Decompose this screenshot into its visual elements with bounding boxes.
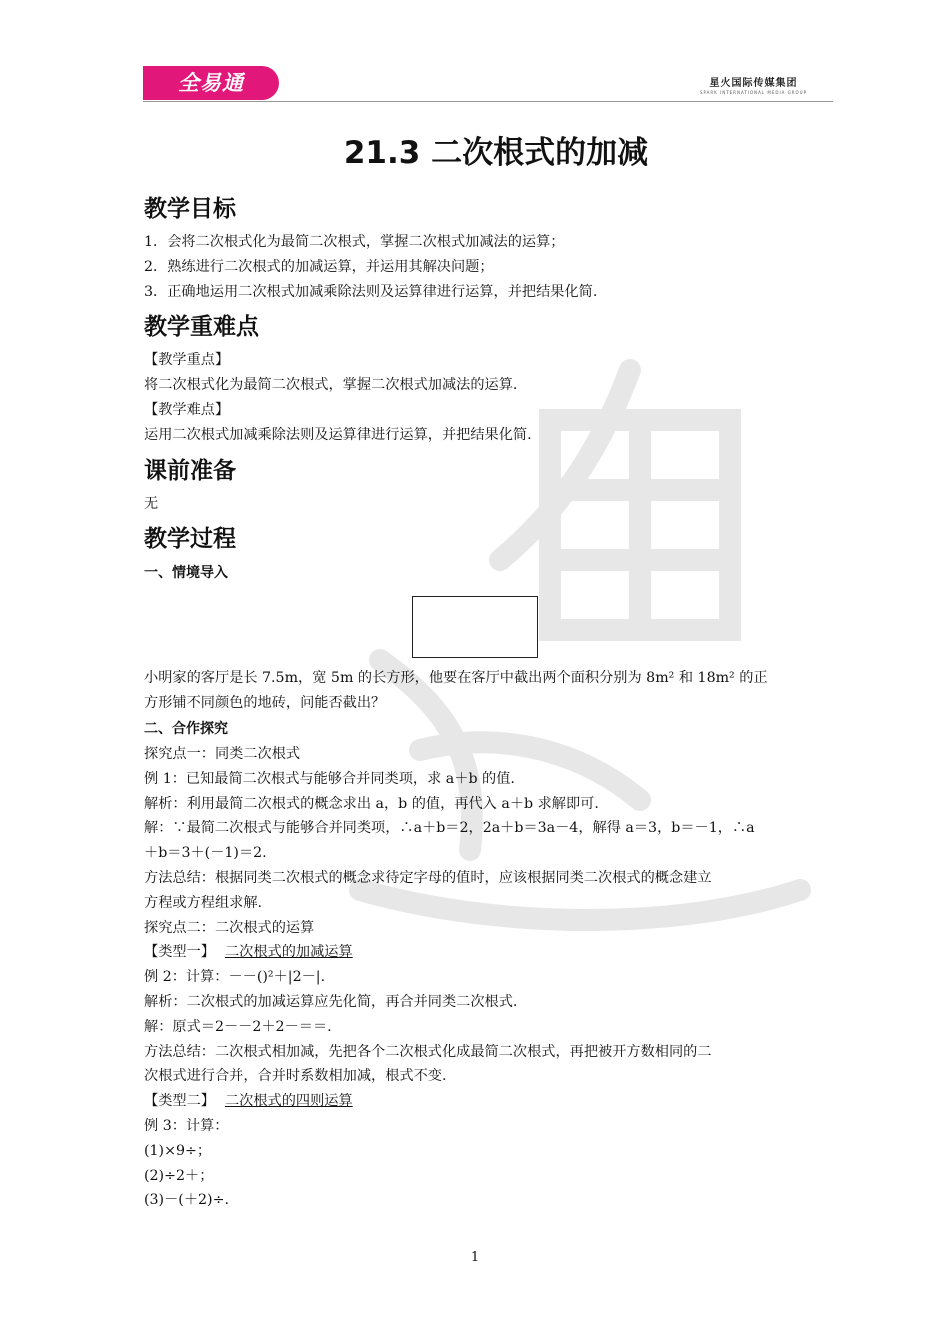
type-1-title: 二次根式的加减运算 <box>224 944 353 961</box>
example-3-question: 例 3：计算： <box>144 1117 229 1134</box>
explore-point-1: 探究点一：同类二次根式 <box>144 745 301 762</box>
example-2-analysis: 解析：二次根式的加减运算应先化简，再合并同类二次根式. <box>144 993 518 1010</box>
difficulty-label: 【教学难点】 <box>144 401 230 418</box>
explore-point-2: 探究点二：二次根式的运算 <box>144 919 315 936</box>
lesson-content <box>144 128 812 1213</box>
type-2-row <box>144 1089 812 1114</box>
example-3-item: (1)×9÷； <box>144 1142 212 1159</box>
focus-label: 【教学重点】 <box>144 352 230 369</box>
example-3-item: (2)÷2＋； <box>144 1167 214 1184</box>
preparation-heading: 课前准备 <box>144 457 236 484</box>
page-number: 1 <box>470 1250 480 1265</box>
scenario-text: 小明家的客厅是长 7.5m，宽 5m 的长方形，他要在客厅中截出两个面积分别为 8m² 和 18m² 的正 <box>144 670 768 687</box>
objectives-heading: 教学目标 <box>144 196 236 222</box>
example-1-question: 例 1：已知最简二次根式与能够合并同类项，求 a＋b 的值. <box>144 770 515 787</box>
objective-item: 3．正确地运用二次根式加减乘除法则及运算律进行运算，并把结果化简. <box>144 283 598 300</box>
room-rectangle-figure <box>412 596 538 658</box>
publisher-mark <box>700 74 807 95</box>
example-3-item: (3)－(＋2)÷. <box>144 1192 229 1209</box>
page-title: 21.3 二次根式的加减 <box>343 135 649 171</box>
preparation-text: 无 <box>144 495 159 512</box>
page-header <box>143 66 833 102</box>
process-heading: 教学过程 <box>144 526 236 553</box>
objective-item: 2．熟练进行二次根式的加减运算，并运用其解决问题； <box>144 258 494 275</box>
example-2-solution: 解：原式＝2－－2＋2－＝＝. <box>144 1018 332 1035</box>
type-2-label: 【类型二】 <box>144 1093 215 1110</box>
type-2-title: 二次根式的四则运算 <box>224 1093 353 1110</box>
header-divider <box>143 101 833 102</box>
difficulty-text: 运用二次根式加减乘除法则及运算律进行运算，并把结果化简. <box>144 426 532 443</box>
example-1-method: 方法总结：根据同类二次根式的概念求待定字母的值时，应该根据同类二次根式的概念建立 <box>144 869 712 886</box>
example-2-question: 例 2：计算：－－()²＋|2－|. <box>144 969 326 986</box>
example-2-method: 次根式进行合并，合并时系数相加减，根式不变. <box>144 1068 447 1085</box>
example-1-analysis: 解析：利用最简二次根式的概念求出 a，b 的值，再代入 a＋b 求解即可. <box>144 795 599 812</box>
publisher-name-en: SPARK INTERNATIONAL MEDIA GROUP <box>699 90 807 95</box>
focus-text: 将二次根式化为最简二次根式，掌握二次根式加减法的运算. <box>144 377 518 394</box>
brand-logo: 全易通 <box>143 66 279 100</box>
example-1-method: 方程或方程组求解. <box>144 894 263 911</box>
type-1-label: 【类型一】 <box>144 944 215 961</box>
example-2-method: 方法总结：二次根式相加减，先把各个二次根式化成最简二次根式，再把被开方数相同的二 <box>144 1043 712 1060</box>
type-1-row <box>144 940 812 965</box>
part1-heading: 一、情境导入 <box>144 565 228 582</box>
publisher-name-cn: 星火国际传媒集团 <box>709 78 798 89</box>
scenario-text: 方形铺不同颜色的地砖，问能否截出？ <box>144 695 386 712</box>
example-1-solution: ＋b＝3＋(－1)＝2. <box>144 845 267 862</box>
key-points-heading: 教学重难点 <box>144 314 259 341</box>
objective-item: 1．会将二次根式化为最简二次根式，掌握二次根式加减法的运算； <box>144 234 565 250</box>
example-1-solution: 解：∵最简二次根式与能够合并同类项，∴a＋b＝2，2a＋b＝3a－4，解得 a＝3，b＝－1，∴a <box>144 820 755 837</box>
part2-heading: 二、合作探究 <box>144 720 228 737</box>
